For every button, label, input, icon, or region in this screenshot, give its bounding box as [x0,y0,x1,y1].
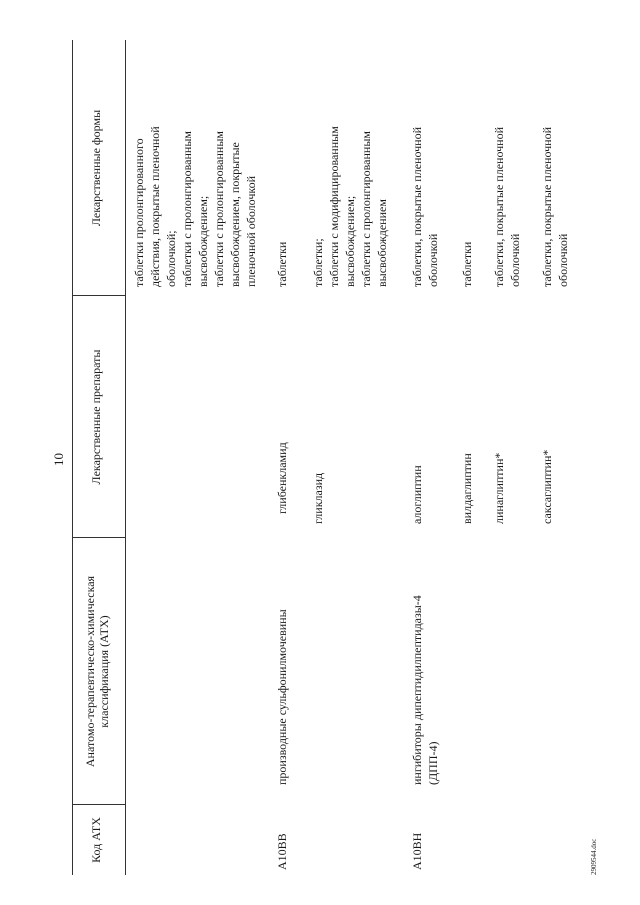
header-top-rule [72,40,73,875]
row-0-form-line: действия, покрытые пленочной [148,126,162,287]
row-2-form-line: таблетки; [311,238,325,287]
row-0-form-line: таблетки с пролонгированным [180,130,194,287]
row-2-form-line: высвобождением; [343,195,357,287]
row-5-drug: линаглиптин* [492,452,506,524]
row-3-drug: алоглиптин [410,465,424,524]
header-bottom-rule [125,40,126,875]
header-drugs: Лекарственные препараты [89,349,103,485]
row-3-form-line2: оболочкой [426,233,440,287]
row-2-form-line: таблетки с пролонгированным [359,130,373,287]
row-4-drug: вилдаглиптин [460,453,474,524]
row-1-classification: производные сульфонилмочевины [275,609,289,785]
header-code: Код АТХ [89,817,103,863]
row-0-form-line: высвобождением; [196,195,210,287]
page-number: 10 [51,453,66,466]
row-6-form-line1: таблетки, покрытые пленочной [540,126,554,287]
header-classification-line2: классификация (АТХ) [97,615,111,728]
row-5-form-line2: оболочкой [508,233,522,287]
row-0-form-line: высвобождением, покрытые [228,142,242,287]
header-classification-line1: Анатомо-терапевтическо-химическая [83,575,97,768]
row-1-code: A10BB [275,833,289,870]
row-3-classification-line2: (ДПП-4) [426,741,440,785]
row-0-form-line: таблетки пролонгированного [132,138,146,287]
row-0-form-line: таблетки с пролонгированным [212,130,226,287]
row-3-classification-line1: ингибиторы дипептидилпептидазы-4 [410,595,424,785]
row-1-form: таблетки [275,241,289,287]
row-3-code: A10BH [410,832,424,870]
header-forms: Лекарственные формы [89,109,103,227]
row-0-form-line: пленочной оболочкой [244,175,258,287]
row-2-form-line: высвобождением [375,199,389,287]
row-6-form-line2: оболочкой [556,233,570,287]
row-1-drug: глибенкламид [275,442,289,514]
row-4-form: таблетки [460,241,474,287]
row-5-form-line1: таблетки, покрытые пленочной [492,126,506,287]
row-2-drug: гликлазид [311,472,325,524]
row-2-form-line: таблетки с модифицированным [327,126,341,287]
row-3-form-line1: таблетки, покрытые пленочной [410,126,424,287]
row-6-drug: саксаглиптин* [540,449,554,524]
footer-doc-code: 2909544.doc [590,838,598,875]
row-0-form-line: оболочкой; [164,230,178,287]
